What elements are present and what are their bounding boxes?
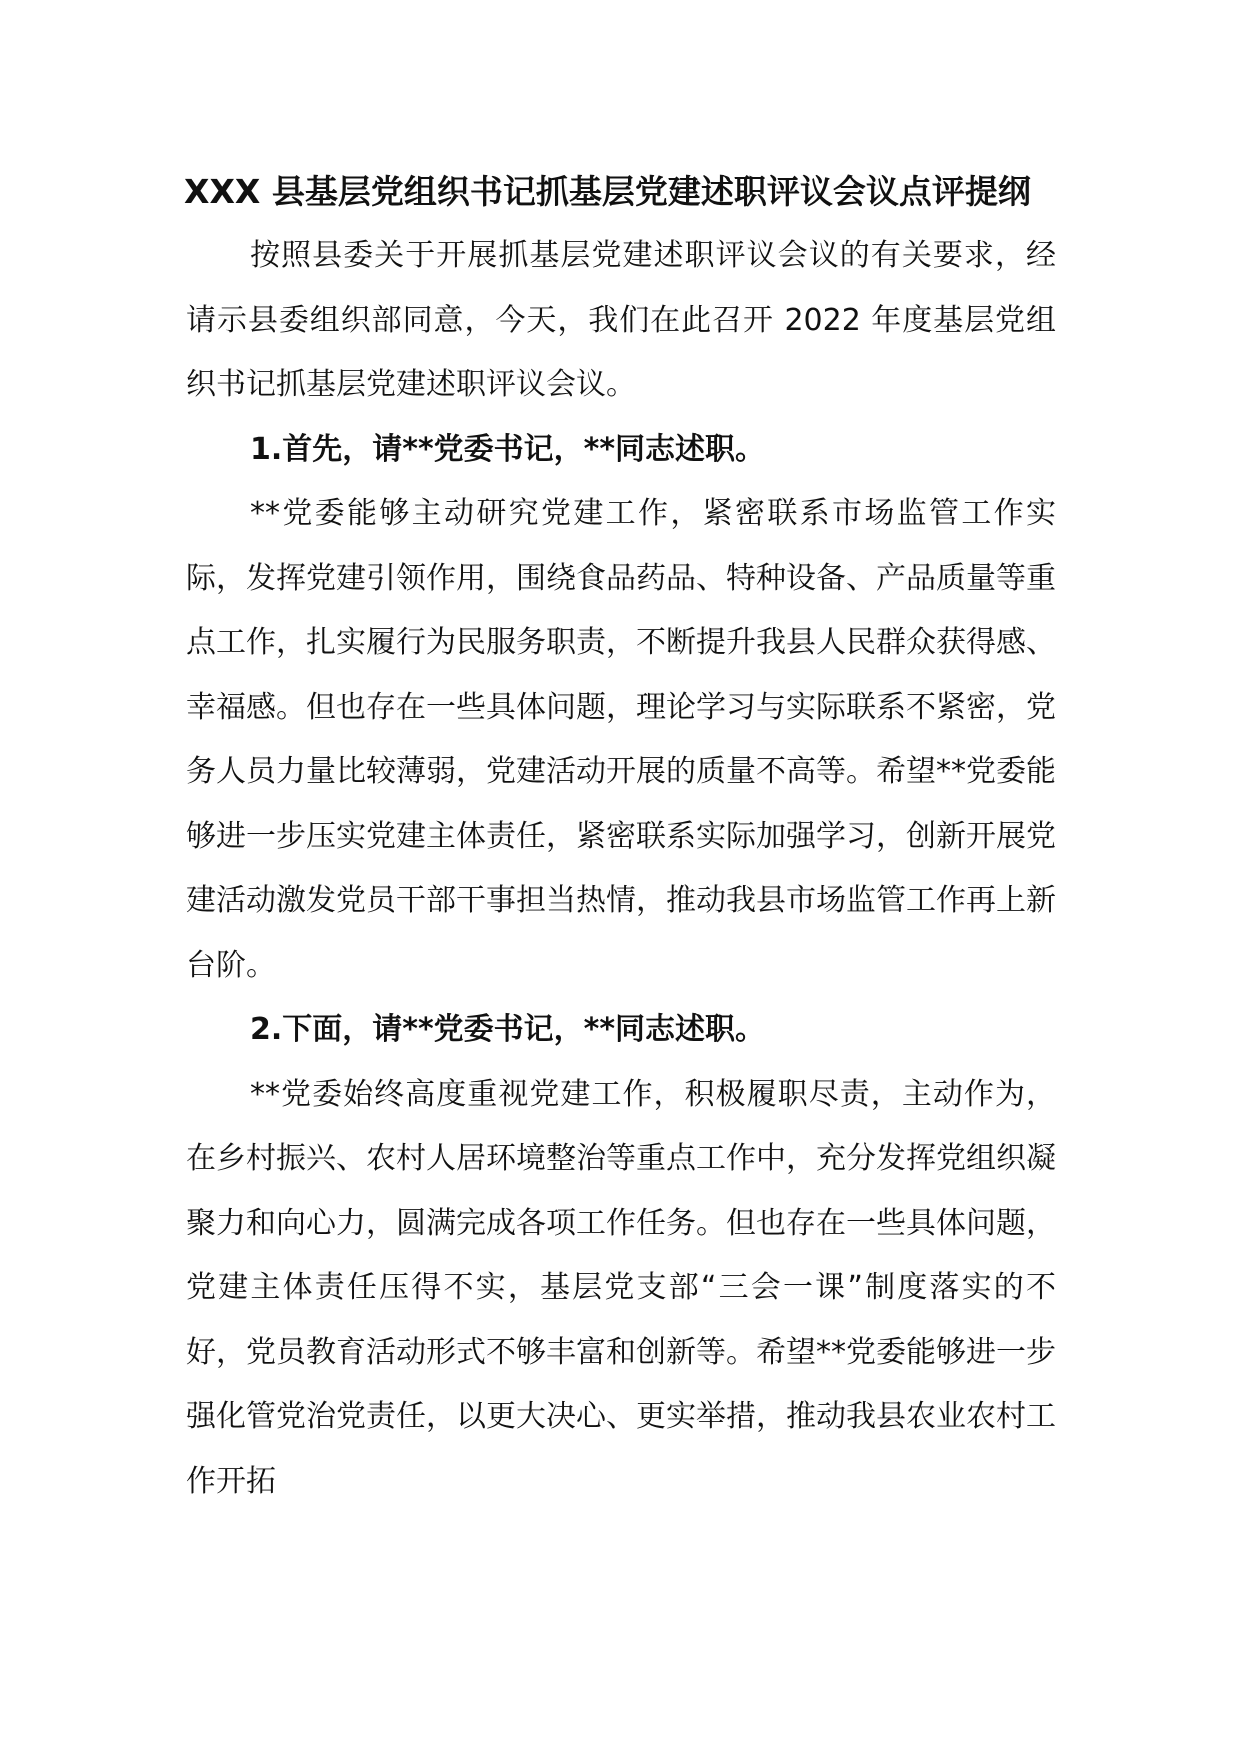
document-body [186, 160, 1056, 1514]
section-1-body: **党委能够主动研究党建工作，紧密联系市场监管工作实际，发挥党建引领作用，围绕食品药品、特种设备、产品质量等重点工作，扎实履行为民服务职责，不断提升我县人民群众获得感、幸福感。但也存在一些具体问题，理论学习与实际联系不紧密，党务人员力量比较薄弱，党建活动开展的质量不高等。希望**党委能够进一步压实党建主体责任，紧密联系实际加强学习，创新开展党建活动激发党员干部干事担当热情，推动我县市场监管工作再上新台阶。 [186, 496, 1056, 983]
section-1-heading: 1.首先，请**党委书记，**同志述职。 [250, 431, 766, 467]
section-2-heading: 2.下面，请**党委书记，**同志述职。 [250, 1012, 766, 1047]
section-2-body: **党委始终高度重视党建工作，积极履职尽责，主动作为，在乡村振兴、农村人居环境整治等重点工作中，充分发挥党组织凝聚力和向心力，圆满完成各项工作任务。但也存在一些具体问题，党建主体责任压得不实，基层党支部“三会一课”制度落实的不好，党员教育活动形式不够丰富和创新等。希望**党委能够进一步强化管党治党责任，以更大决心、更实举措，推动我县农业农村工作开拓 [186, 1076, 1056, 1499]
intro-paragraph: 按照县委关于开展抓基层党建述职评议会议的有关要求，经请示县委组织部同意，今天，我们在此召开 2022 年度基层党组织书记抓基层党建述职评议会议。 [186, 238, 1056, 402]
document-title: XXX 县基层党组织书记抓基层党建述职评议会议点评提纲 [184, 172, 1031, 211]
